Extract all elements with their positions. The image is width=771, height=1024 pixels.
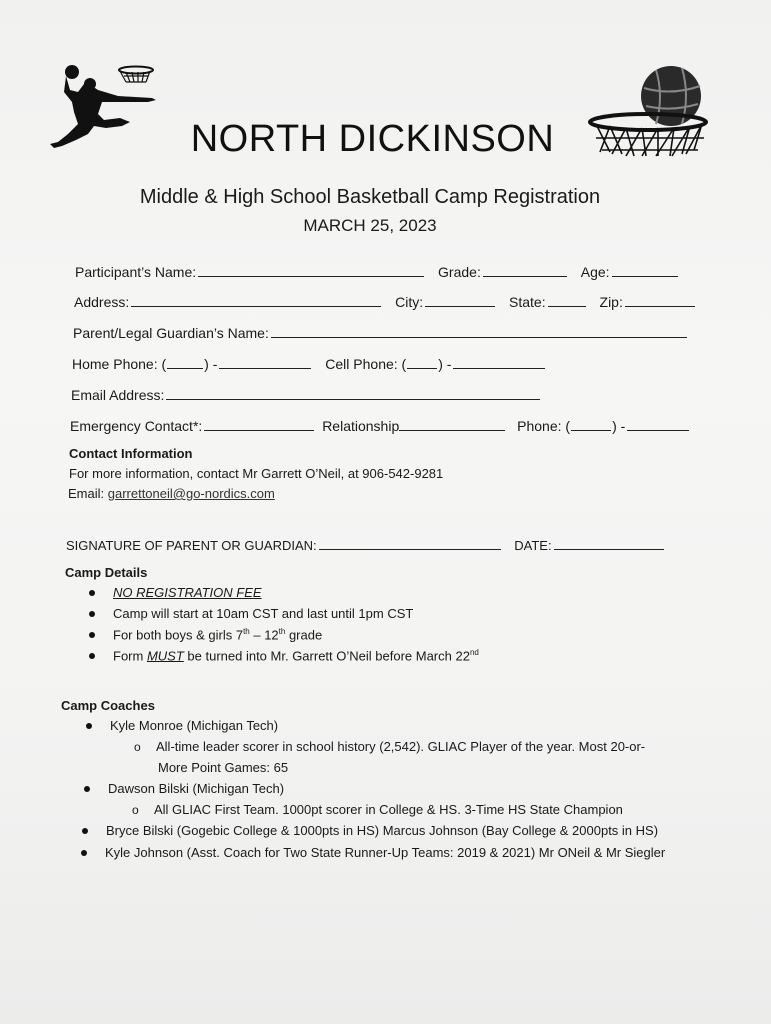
fee-text: NO REGISTRATION FEE [113,585,262,600]
emergency-contact-field[interactable] [204,416,314,431]
sub-bullet: o [132,803,139,817]
zip-label: Zip: [599,294,623,310]
list-item [81,845,665,860]
grades-sup: th [243,627,250,636]
form-row-email [71,385,544,403]
signature-row [66,535,668,553]
form-row-address [74,292,699,310]
cell-phone-label: Cell Phone: ( [325,356,407,372]
list-item [132,802,623,817]
form-must: MUST [146,648,184,664]
form-row-guardian [73,323,691,341]
signature-label: SIGNATURE OF PARENT OR GUARDIAN: [66,538,317,553]
grades-text: For both boys & girls 7 [113,627,244,643]
state-field[interactable] [548,292,586,307]
signature-date-label: DATE: [514,538,552,553]
guardian-name-field[interactable] [271,323,687,338]
coach-2: Dawson Bilski (Michigan Tech) [108,781,285,796]
home-area-code-field[interactable] [167,355,203,369]
form-row-emergency [70,416,693,434]
home-phone-label: Home Phone: ( [72,356,167,372]
relationship-label: Relationship [322,418,400,434]
emergency-phone-separator: ) - [612,418,626,434]
emergency-phone-label: Phone: ( [517,418,571,434]
event-date: MARCH 25, 2023 [303,216,437,235]
coach-1-detail-cont: More Point Games: 65 [158,760,289,775]
list-item [89,648,479,663]
camp-details-heading: Camp Details [65,565,148,580]
home-phone-separator: ) - [204,356,218,372]
list-item [134,739,645,754]
grade-field[interactable] [483,262,567,277]
emergency-contact-label: Emergency Contact*: [70,418,203,434]
home-phone-field[interactable] [219,354,311,369]
city-field[interactable] [425,292,495,307]
participant-name-field[interactable] [198,262,424,277]
contact-email-label: Email: [68,486,108,501]
coach-1: Kyle Monroe (Michigan Tech) [110,718,279,733]
signature-field[interactable] [319,535,501,550]
list-item [158,760,288,775]
sub-bullet: o [134,740,141,754]
contact-email-link[interactable]: garrettoneil@go-nordics.com [107,486,275,501]
coach-1-detail: All-time leader scorer in school history (2,542). GLIAC Player of the year. Most 20-or- [156,739,646,754]
email-field[interactable] [166,385,540,400]
grades-suffix: grade [285,627,323,643]
relationship-field[interactable] [399,416,505,431]
list-item [84,781,284,796]
list-item [89,627,322,642]
guardian-name-label: Parent/Legal Guardian’s Name: [73,325,269,341]
list-item [89,606,413,621]
age-field[interactable] [612,262,678,277]
email-label: Email Address: [71,387,165,403]
list-item [82,823,658,838]
coach-3: Bryce Bilski (Gogebic College & 1000pts in HS) Marcus Johnson (Bay College & 2000pts in HS) [106,823,659,838]
form-suffix: be turned into Mr. Garrett O’Neil before March 22 [183,648,470,664]
list-item [86,718,278,733]
page-subtitle: Middle & High School Basketball Camp Registration [139,186,601,208]
contact-text: For more information, contact Mr Garrett O’Neil, at 906-542-9281 [69,466,444,481]
camp-coaches-heading: Camp Coaches [61,698,155,713]
form-row-phones [72,354,549,372]
grades-sup-2: th [278,627,286,636]
contact-email-line [68,486,275,501]
emergency-phone-field[interactable] [627,416,689,431]
form-text: Form [113,648,147,664]
camp-time-text: Camp will start at 10am CST and last until 1pm CST [113,606,414,621]
zip-field[interactable] [625,292,695,307]
form-row-participant [75,262,682,280]
grade-label: Grade: [438,264,481,280]
page-title: NORTH DICKINSON [190,118,555,160]
cell-area-code-field[interactable] [407,355,437,369]
participant-name-label: Participant’s Name: [75,264,197,280]
list-item [89,585,262,600]
cell-phone-field[interactable] [453,354,545,369]
emergency-area-code-field[interactable] [571,417,611,431]
coach-4: Kyle Johnson (Asst. Coach for Two State Runner-Up Teams: 2019 & 2021) Mr ONeil & Mr Siegler [105,845,666,860]
contact-heading: Contact Information [69,446,193,461]
cell-phone-separator: ) - [438,356,452,372]
state-label: State: [509,294,546,310]
signature-date-field[interactable] [554,535,664,550]
coach-2-detail: All GLIAC First Team. 1000pt scorer in College & HS. 3-Time HS State Champion [154,802,623,817]
grades-dash: – 12 [249,627,279,643]
city-label: City: [395,294,424,310]
address-label: Address: [74,294,130,310]
age-label: Age: [580,264,610,280]
address-field[interactable] [131,292,381,307]
form-sup: nd [469,648,479,657]
